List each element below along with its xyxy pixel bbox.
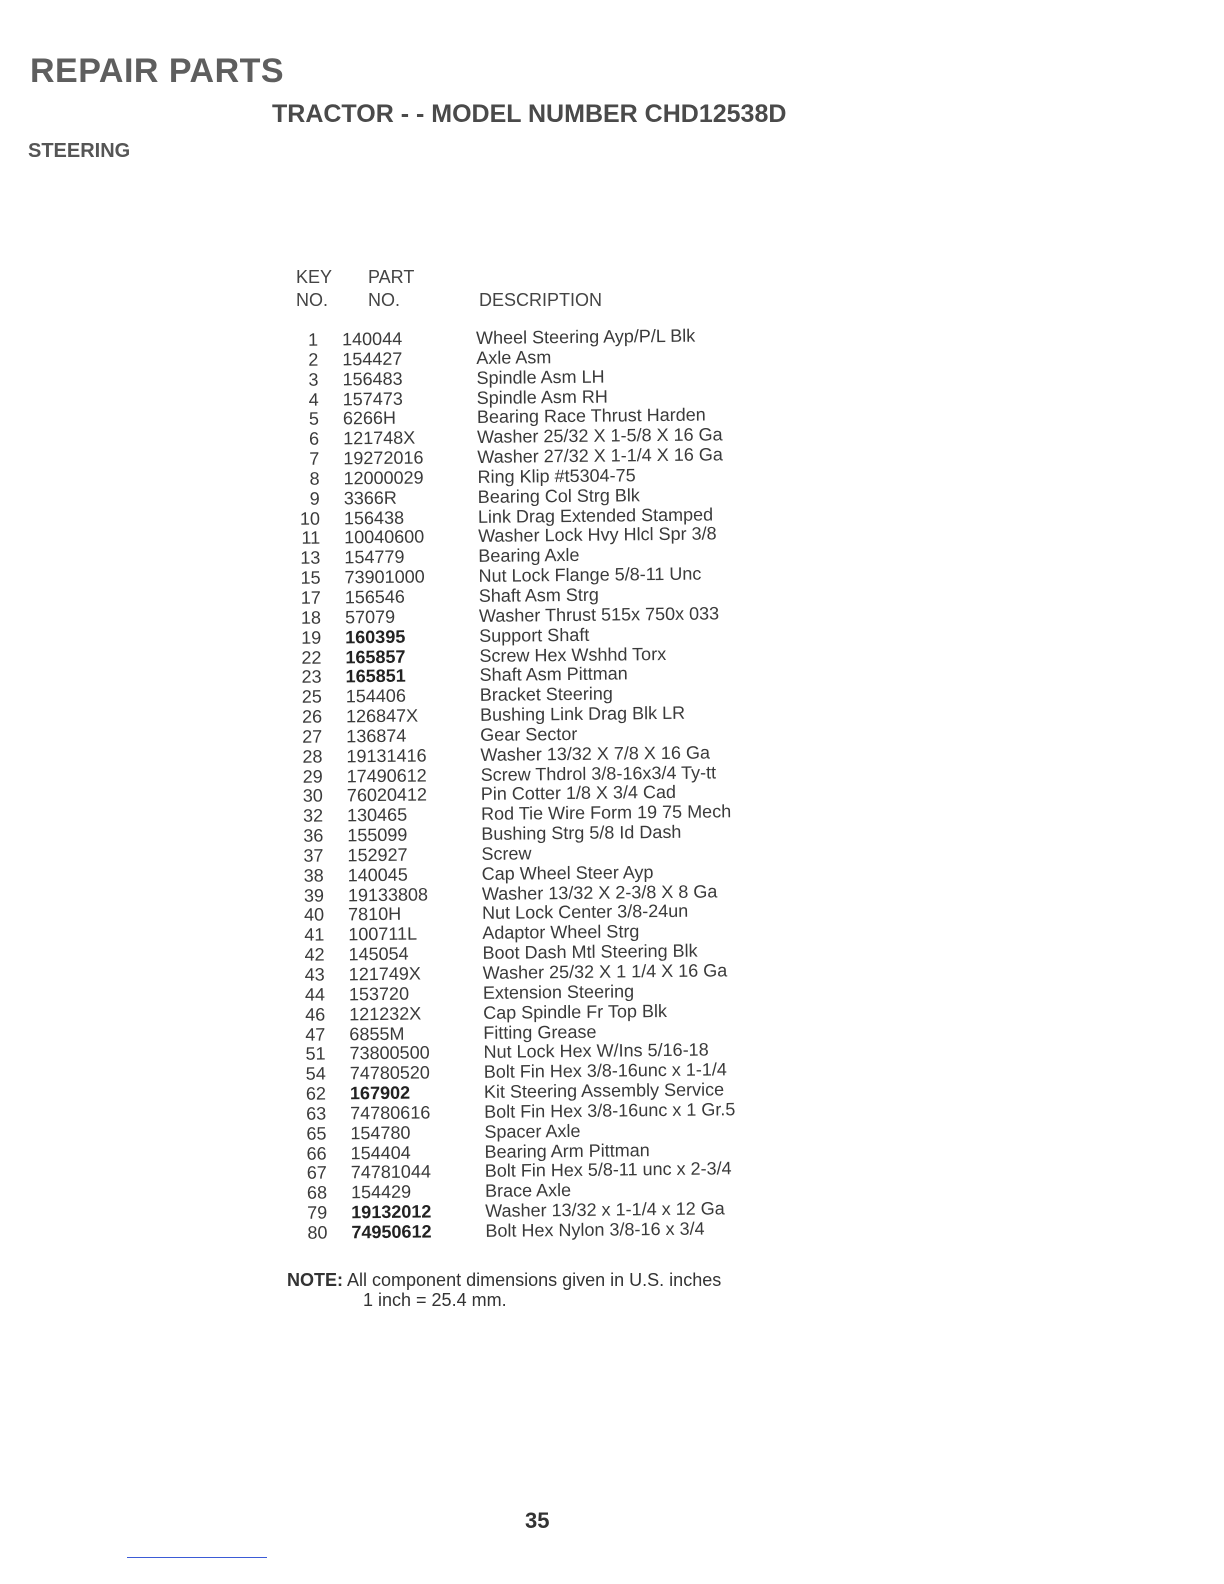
part-number: 130465 (346, 804, 408, 826)
part-no-header (368, 266, 414, 312)
part-number: 152927 (347, 844, 408, 866)
key-number: 32 (302, 805, 324, 827)
key-number: 37 (303, 845, 324, 866)
part-description: Rod Tie Wire Form 19 75 Mech (480, 801, 732, 825)
part-description: Bearing Race Thrust Harden (476, 404, 706, 428)
part-description: Shaft Asm Strg (478, 584, 599, 606)
part-number: 154406 (345, 685, 407, 707)
part-description: Bearing Arm Pittman (484, 1139, 650, 1162)
key-number: 9 (309, 488, 320, 509)
key-number: 5 (308, 408, 320, 430)
part-description: Washer 13/32 X 7/8 X 16 Ga (480, 742, 711, 765)
part-number: 17490612 (346, 765, 427, 786)
key-number: 62 (305, 1083, 327, 1104)
part-number: 121748X (343, 427, 416, 449)
part-number: 74780616 (350, 1102, 431, 1124)
model-heading: TRACTOR - - MODEL NUMBER CHD12538D (272, 100, 787, 128)
part-number: 19132012 (351, 1201, 432, 1223)
part-number: 165857 (345, 646, 406, 667)
note-label: NOTE: (287, 1270, 343, 1290)
part-number: 160395 (345, 626, 406, 647)
part-description: Wheel Steering Ayp/P/L Blk (475, 325, 696, 348)
page-title: REPAIR PARTS (30, 52, 285, 90)
part-number: 12000029 (343, 467, 424, 489)
parts-list (280, 325, 736, 1244)
part-description: Screw Hex Wshhd Torx (479, 643, 667, 666)
part-description: Nut Lock Flange 5/8-11 Unc (478, 563, 702, 587)
key-number: 80 (307, 1222, 328, 1243)
part-number: 19133808 (347, 884, 429, 905)
part-number: 154429 (350, 1181, 412, 1203)
part-description: Nut Lock Center 3/8-24un (482, 901, 689, 924)
part-description: Shaft Asm Pittman (479, 663, 628, 686)
key-number: 23 (301, 666, 322, 688)
key-number: 63 (306, 1103, 327, 1124)
part-number: 145054 (348, 943, 409, 965)
part-number: 156438 (343, 507, 405, 528)
part-number: 7810H (348, 904, 402, 925)
page-number: 35 (525, 1508, 550, 1533)
key-number: 38 (303, 865, 324, 886)
section-heading: STEERING (28, 140, 131, 162)
part-number: 140044 (341, 328, 403, 350)
part-number: 100711L (348, 923, 418, 945)
part-description: Washer Lock Hvy Hlcl Spr 3/8 (478, 523, 717, 547)
part-description: Axle Asm (476, 347, 552, 368)
key-number: 4 (308, 389, 319, 410)
key-number: 54 (305, 1063, 326, 1084)
part-description: Screw (481, 843, 532, 864)
key-number: 66 (306, 1143, 327, 1164)
part-number: 156546 (344, 586, 405, 608)
part-description: Spindle Asm RH (476, 386, 608, 408)
part-number: 165851 (345, 666, 406, 687)
part-description: Support Shaft (479, 624, 590, 646)
key-number: 19 (301, 627, 322, 648)
part-description: Boot Dash Mtl Steering Blk (482, 940, 698, 964)
part-description: Bolt Fin Hex 3/8-16unc x 1 Gr.5 (484, 1099, 736, 1122)
part-number: 73800500 (349, 1042, 430, 1064)
part-description: Brace Axle (484, 1180, 572, 1202)
key-number: 8 (309, 468, 320, 489)
part-description: Adaptor Wheel Strg (482, 921, 640, 944)
key-number: 68 (306, 1182, 328, 1204)
note (287, 1270, 721, 1290)
part-number: 19131416 (346, 745, 427, 767)
key-number: 17 (300, 587, 321, 608)
part-description: Extension Steering (482, 981, 635, 1003)
key-number: 79 (307, 1202, 328, 1223)
part-number: 121232X (349, 1003, 422, 1025)
part-description: Washer 13/32 X 2-3/8 X 8 Ga (481, 881, 718, 904)
part-description: Gear Sector (480, 723, 578, 745)
part-number: 10040600 (344, 526, 425, 548)
key-number: 11 (301, 528, 321, 549)
part-number: 74781044 (350, 1161, 432, 1183)
key-number: 40 (303, 905, 325, 926)
part-number: 126847X (345, 705, 419, 727)
key-header-line1: KEY (296, 267, 333, 287)
key-number: 67 (306, 1162, 327, 1184)
key-number: 41 (304, 924, 325, 946)
key-number: 18 (300, 607, 322, 628)
part-number: 167902 (349, 1082, 411, 1104)
key-number: 29 (302, 766, 323, 787)
key-number: 15 (300, 567, 321, 588)
key-number: 44 (304, 984, 326, 1005)
note-line1: All component dimensions given in U.S. inches (347, 1270, 722, 1290)
part-number: 153720 (348, 983, 410, 1005)
key-number: 42 (304, 944, 325, 965)
part-description: Cap Wheel Steer Ayp (481, 861, 654, 884)
part-number: 156483 (342, 368, 403, 390)
part-description: Bearing Col Strg Blk (477, 484, 640, 507)
key-number: 28 (302, 746, 323, 767)
key-header-line2: NO. (296, 290, 329, 310)
key-number: 3 (308, 369, 319, 390)
part-description: Bolt Hex Nylon 3/8-16 x 3/4 (485, 1218, 705, 1241)
key-number: 47 (305, 1024, 326, 1045)
key-number: 22 (301, 647, 322, 668)
part-description: Bolt Fin Hex 5/8-11 unc x 2-3/4 (484, 1158, 732, 1182)
part-description: Washer 13/32 x 1-1/4 x 12 Ga (485, 1198, 725, 1222)
key-number: 43 (304, 964, 325, 985)
part-description: Pin Cotter 1/8 X 3/4 Cad (480, 782, 677, 805)
key-number: 39 (303, 885, 325, 906)
part-number: 140045 (347, 864, 408, 886)
description-header: DESCRIPTION (479, 290, 603, 310)
part-number: 136874 (346, 725, 407, 747)
part-number: 76020412 (346, 784, 428, 806)
part-number: 154427 (342, 348, 403, 370)
part-number: 155099 (347, 824, 408, 846)
part-description: Fitting Grease (483, 1021, 597, 1043)
part-number: 154404 (350, 1142, 411, 1163)
key-no-header (296, 266, 332, 312)
part-number: 157473 (342, 388, 403, 409)
part-description: Cap Spindle Fr Top Blk (483, 1000, 668, 1023)
part-description: Link Drag Extended Stamped (477, 504, 714, 527)
key-number: 2 (308, 349, 319, 370)
part-number: 73901000 (344, 566, 425, 588)
part-description: Washer 25/32 X 1-5/8 X 16 Ga (477, 424, 723, 448)
part-description: Spindle Asm LH (476, 366, 605, 388)
key-number: 25 (301, 686, 322, 707)
key-number: 65 (306, 1123, 327, 1144)
part-description: Kit Steering Assembly Service (483, 1079, 725, 1102)
part-description: Nut Lock Hex W/Ins 5/16-18 (483, 1039, 709, 1063)
key-number: 30 (302, 785, 323, 807)
part-description: Bearing Axle (478, 545, 580, 567)
key-number: 46 (305, 1004, 326, 1025)
key-number: 36 (303, 825, 324, 846)
part-number: 74950612 (351, 1221, 432, 1243)
key-number: 7 (309, 448, 320, 469)
part-description: Screw Thdrol 3/8-16x3/4 Ty-tt (480, 762, 717, 785)
part-number: 154779 (344, 546, 405, 568)
part-number: 121749X (348, 963, 421, 985)
part-number: 74780520 (349, 1062, 430, 1084)
part-description: Bushing Strg 5/8 Id Dash (481, 821, 682, 845)
scan-artifact-line (127, 1557, 267, 1558)
part-description: Ring Klip #t5304-75 (477, 465, 636, 487)
part-description: Bushing Link Drag Blk LR (479, 702, 686, 725)
part-description: Washer 27/32 X 1-1/4 X 16 Ga (477, 444, 723, 468)
part-number: 3366R (343, 487, 397, 509)
part-description: Washer Thrust 515x 750x 033 (478, 603, 720, 626)
key-number: 27 (302, 726, 323, 747)
key-number: 51 (305, 1043, 326, 1065)
part-number: 57079 (344, 606, 396, 628)
part-number: 6855M (349, 1023, 405, 1044)
part-header-line2: NO. (368, 290, 401, 310)
part-description: Bracket Steering (479, 683, 613, 706)
part-number: 6266H (342, 408, 397, 429)
key-number: 10 (299, 508, 321, 529)
key-number: 1 (307, 329, 319, 350)
key-number: 13 (300, 547, 321, 569)
part-header-line1: PART (368, 267, 415, 287)
part-description: Spacer Axle (484, 1120, 581, 1142)
part-number: 19272016 (343, 447, 424, 469)
key-number: 6 (309, 428, 320, 449)
part-number: 154780 (350, 1122, 411, 1144)
note-line2: 1 inch = 25.4 mm. (363, 1290, 507, 1310)
key-number: 26 (301, 706, 323, 727)
part-description: Bolt Fin Hex 3/8-16unc x 1-1/4 (483, 1059, 727, 1083)
part-description: Washer 25/32 X 1 1/4 X 16 Ga (482, 960, 728, 983)
